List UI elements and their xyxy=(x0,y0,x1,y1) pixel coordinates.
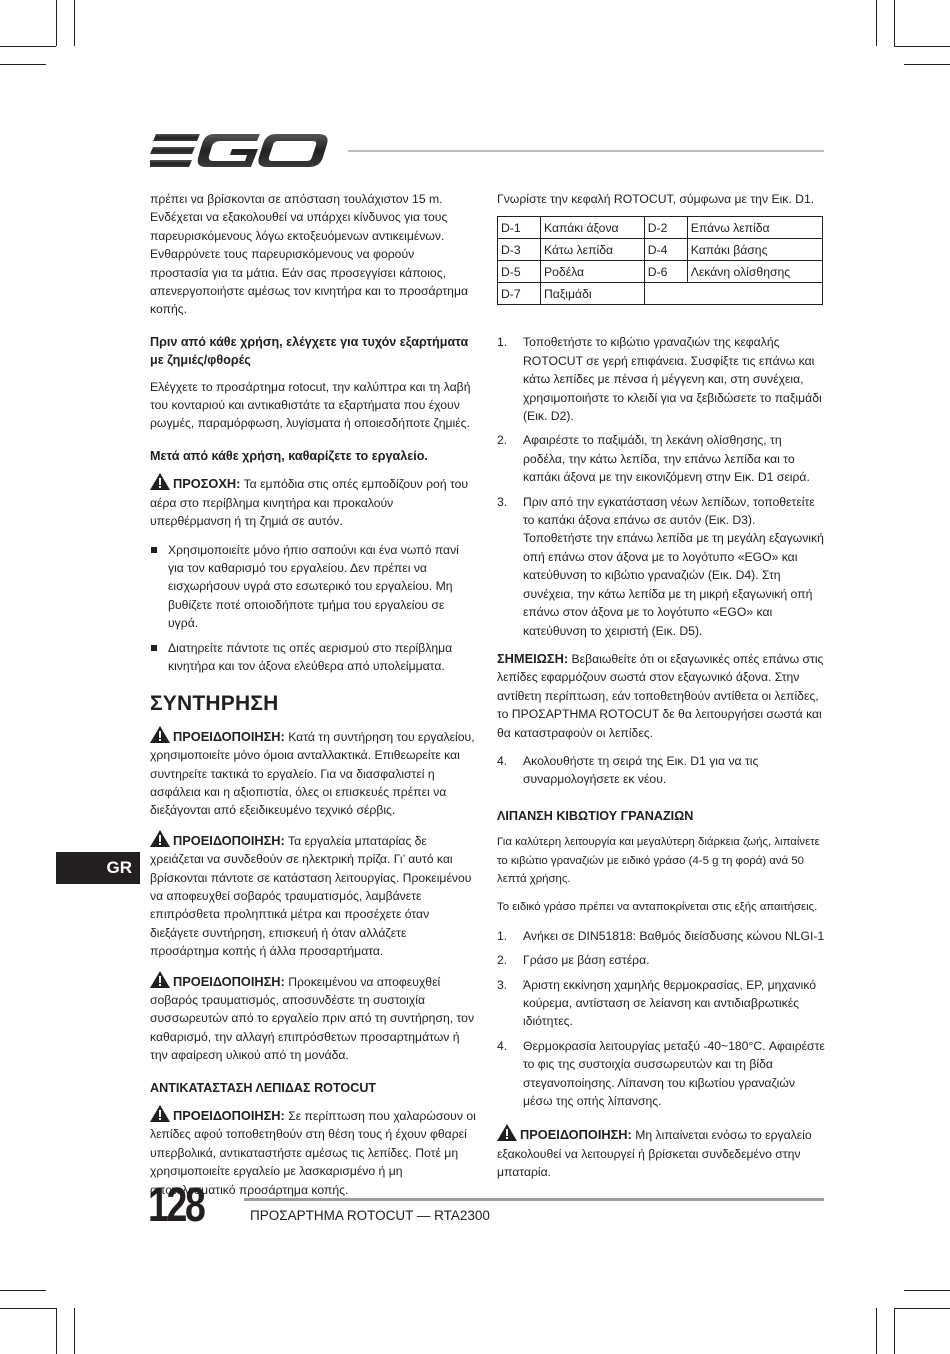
crop-mark xyxy=(894,46,950,47)
crop-mark xyxy=(876,1308,877,1354)
part-name: Επάνω λεπίδα xyxy=(687,217,822,239)
item-number: 1. xyxy=(497,928,508,943)
caution-paragraph xyxy=(150,473,476,530)
item-number: 4. xyxy=(497,1038,508,1053)
language-tab: GR xyxy=(56,852,140,884)
crop-mark xyxy=(56,1308,57,1354)
note-label: ΣΗΜΕΙΩΣΗ: xyxy=(497,650,569,666)
list-item xyxy=(497,431,825,486)
crop-mark xyxy=(0,1290,46,1291)
warning-label: ΠΡΟΕΙΔΟΠΟΙΗΣΗ: xyxy=(173,1108,285,1124)
left-column xyxy=(150,190,476,1209)
crop-mark xyxy=(0,64,46,65)
list-item: Διατηρείτε πάντοτε τις οπές αερισμού στο περίβλημα κινητήρα και τον άξονα ελεύθερα από υπολείμματα. xyxy=(150,639,476,676)
warning-text: Τα εργαλεία μπαταρίας δε χρειάζεται να συνδεθούν σε ηλεκτρική πρίζα. Γι’ αυτό και βρίσκονται πάντοτε σε κατάσταση λειτουργίας. Προκειμένου να αποφευχθεί σοβαρός τραυματισμός, λαμβάνετε επιπρόσθετα προληπτικά μέτρα και προσέχετε όταν διεξάγετε συντήρηση, επισκευή ή όταν αλλάζετε προσάρτημα κοπής ή άλλα προσαρτήματα. xyxy=(150,833,472,959)
list-item xyxy=(497,927,825,945)
part-name: Καπάκι βάσης xyxy=(687,239,822,261)
part-code: D-6 xyxy=(644,261,687,283)
note-text: Βεβαιωθείτε ότι οι εξαγωνικές οπές επάνω στις λεπίδες εφαρμόζουν σωστά στον εξαγωνικό άξονα. Στην αντίθετη περίπτωση, εάν τοποθετηθούν αντίθετα οι λεπίδες, το ΠΡΟΣΑΡΤΗΜΑ ROTOCUT δε θα λειτουργήσει σωστά και θα καταστραφούν οι λεπίδες. xyxy=(497,651,824,740)
warning-triangle-icon xyxy=(150,971,170,988)
part-code: D-7 xyxy=(498,283,541,305)
step-text: Τοποθετήστε το κιβώτιο γραναζιών της κεφαλής ROTOCUT σε γερή επιφάνεια. Συσφίξτε τις επάνω και κάτω λεπίδες με πένσα ή μέγγενη και, στη συνέχεια, χρησιμοποιήστε το κλειδί για να ξεβιδώσετε το παξιμάδι (Εικ. D2). xyxy=(523,335,822,424)
warning-paragraph xyxy=(150,971,476,1065)
list-item xyxy=(497,1037,825,1111)
header-rule xyxy=(348,150,824,152)
part-code: D-1 xyxy=(498,217,541,239)
crop-mark xyxy=(0,1308,56,1309)
part-code: D-2 xyxy=(644,217,687,239)
footer-rule xyxy=(244,1198,824,1201)
warning-text: Κατά τη συντήρηση του εργαλείου, χρησιμοποιείτε μόνο όμοια ανταλλακτικά. Επιθεωρείτε και συντηρείτε τακτικά το εργαλείο. Για να διασφαλιστεί η ασφάλεια και η αξιοπιστία, όλες οι επισκευές πρέπει να διεξάγονται από εξειδικευμένο τεχνικό σέρβις. xyxy=(150,729,475,818)
warning-text: Μη λιπαίνεται ενόσω το εργαλείο εξακολουθεί να λειτουργεί ή βρίσκεται συνδεδεμένο στην μπαταρία. xyxy=(497,1128,812,1180)
item-text: Ανήκει σε DIN51818: Βαθμός διείσδυσης κώνου NLGI-1 xyxy=(523,928,825,943)
list-item: Χρησιμοποιείτε μόνο ήπιο σαπούνι και ένα νωπό πανί για τον καθαρισμό του εργαλείου. Δεν πρέπει να εισχωρήσουν υγρά στο εσωτερικό του εργαλείου. Μη βυθίζετε ποτέ οποιοδήποτε τμήμα του εργαλείου σε υγρά. xyxy=(150,541,476,633)
item-number: 2. xyxy=(497,953,508,968)
part-code: D-5 xyxy=(498,261,541,283)
item-text: Άριστη εκκίνηση χαμηλής θερμοκρασίας, EP, μηχανικό κούρεμα, αντίσταση σε λείανση και αντιδιαβρωτικές ιδιότητες. xyxy=(523,977,817,1029)
list-item xyxy=(497,752,825,789)
crop-mark xyxy=(894,1308,895,1354)
final-warning-paragraph xyxy=(497,1124,825,1181)
warning-text: Σε περίπτωση που χαλαρώσουν οι λεπίδες αφού τοποθετηθούν στη θέση τους ή έχουν φθαρεί υπερβολικά, αντικαταστήστε αμέσως τις λεπίδες. Ποτέ μη χρησιμοποιείτε εργαλείο με λασκαρισμένο ή μη αποτελεσματικό προσάρτημα κοπής. xyxy=(150,1109,476,1197)
empty-cell xyxy=(644,283,822,305)
part-name: Ροδέλα xyxy=(541,261,645,283)
item-number: 3. xyxy=(497,977,508,992)
step-text: Αφαιρέστε το παξιμάδι, τη λεκάνη ολίσθησης, τη ροδέλα, την κάτω λεπίδα, την επάνω λεπίδα και το καπάκι άξονα με την εικονιζόμενη στην Εικ. D1 σειρά. xyxy=(523,433,810,485)
crop-mark xyxy=(74,1308,75,1354)
page-number: 128 xyxy=(148,1179,204,1232)
step-text: Ακολουθήστε τη σειρά της Εικ. D1 για να τις συναρμολογήσετε εκ νέου. xyxy=(523,753,759,787)
item-text: Θερμοκρασία λειτουργίας μεταξύ -40~180°C. Αφαιρέστε το φις της συστοιχία συσσωρευτών και τη βίδα στεγανοποίησης. Λίπανση του κιβωτίου γραναζιών μέσω της οπής λίπανσης. xyxy=(523,1038,825,1109)
crop-mark xyxy=(894,1308,950,1309)
maintenance-heading: ΣΥΝΤΗΡΗΣΗ xyxy=(150,692,279,716)
footer-title: ΠΡΟΣΑΡΤΗΜΑ ROTOCUT — RTA2300 xyxy=(250,1208,490,1223)
crop-mark xyxy=(876,0,877,46)
part-name: Λεκάνη ολίσθησης xyxy=(687,261,822,283)
list-item xyxy=(497,976,825,1031)
right-column xyxy=(497,190,825,1192)
warning-paragraph xyxy=(150,830,476,961)
warning-triangle-icon xyxy=(497,1124,517,1141)
crop-mark xyxy=(894,0,895,46)
warning-label: ΠΡΟΕΙΔΟΠΟΙΗΣΗ: xyxy=(173,832,285,848)
warning-paragraph xyxy=(150,726,476,820)
cleaning-bullet-list xyxy=(150,541,476,676)
caution-text: Τα εμπόδια στις οπές εμποδίζουν ροή του αέρα στο περίβλημα κινητήρα και προκαλούν υπερθέρμανση ή τη ζημιά σε αυτόν. xyxy=(150,477,469,529)
crop-mark xyxy=(74,0,75,46)
intro-paragraph: πρέπει να βρίσκονται σε απόσταση τουλάχιστον 15 m. Ενδέχεται να εξακολουθεί να υπάρχει κίνδυνος για τους παρευρισκόμενους λόγω εκτοξευόμενων αντικειμένων. Ενθαρρύνετε τους παρευρισκόμενους να φορούν προστασία για τα μάτια. Εάν σας προσεγγίσει κάποιος, απενεργοποιήστε αμέσως τον κινητήρα και το προσάρτημα κοπής. xyxy=(150,192,469,317)
part-name: Καπάκι άξονα xyxy=(541,217,645,239)
logo-mark xyxy=(150,134,328,167)
crop-mark xyxy=(56,0,57,46)
note-paragraph xyxy=(497,650,825,742)
part-name: Παξιμάδι xyxy=(541,283,645,305)
warning-label: ΠΡΟΕΙΔΟΠΟΙΗΣΗ: xyxy=(173,728,285,744)
warning-triangle-icon xyxy=(150,726,170,743)
caution-label: ΠΡΟΣΟΧΗ: xyxy=(173,476,241,492)
part-code: D-3 xyxy=(498,239,541,261)
lubrication-paragraph: Για καλύτερη λειτουργία και μεγαλύτερη διάρκεια ζωής, λιπαίνετε το κιβώτιο γραναζιών με ειδικό γράσο (4-5 g τη φορά) ανά 50 λεπτά χρήσης. xyxy=(497,836,820,885)
blade-replacement-heading: ΑΝΤΙΚΑΤΑΣΤΑΣΗ ΛΕΠΙΔΑΣ ROTOCUT xyxy=(150,1080,377,1095)
part-name: Κάτω λεπίδα xyxy=(541,239,645,261)
step-number: 4. xyxy=(497,753,508,768)
part-code: D-4 xyxy=(644,239,687,261)
list-item xyxy=(497,333,825,425)
warning-triangle-icon xyxy=(150,1105,170,1122)
warning-text: Προκειμένου να αποφευχθεί σοβαρός τραυματισμός, αποσυνδέστε τη συστοιχία συσσωρευτών από το εργαλείο πριν από τη συντήρηση, τον καθαρισμό, την αλλαγή επιπρόσθετων προσαρτημάτων ή την αφαίρεση υλικού από τη μονάδα. xyxy=(150,974,475,1063)
blade-steps-list xyxy=(497,333,825,640)
warning-triangle-icon xyxy=(150,830,170,847)
lubrication-heading: ΛΙΠΑΝΣΗ ΚΙΒΩΤΙΟΥ ΓΡΑΝΑΖΙΩΝ xyxy=(497,808,694,823)
crop-mark xyxy=(904,1290,950,1291)
step-text: Πριν από την εγκατάσταση νέων λεπίδων, τοποθετείτε το καπάκι άξονα επάνω σε αυτόν (Εικ. D3). Τοποθετήστε την επάνω λεπίδα με τη μεγάλη εξαγωνική οπή επάνω στον άξονα με το λογότυπο «EGO» και κατεύθυνση το κιβώτιο γραναζιών (Εικ. D4). Στη συνέχεια, την κάτω λεπίδα με τη μικρή εξαγωνική οπή επάνω στον άξονα με το λογότυπο «EGO» και κατεύθυνση το χειριστή (Εικ. D5). xyxy=(523,494,824,638)
grease-requirements-list xyxy=(497,927,825,1111)
warning-label: ΠΡΟΕΙΔΟΠΟΙΗΣΗ: xyxy=(173,973,285,989)
rotocut-intro: Γνωρίστε την κεφαλή ROTOCUT, σύμφωνα με την Εικ. D1. xyxy=(497,192,815,206)
table-row xyxy=(498,217,823,239)
step-number: 3. xyxy=(497,494,508,509)
table-row xyxy=(498,261,823,283)
reassembly-step xyxy=(497,752,825,789)
parts-table xyxy=(497,216,823,305)
after-use-heading: Μετά από κάθε χρήση, καθαρίζετε το εργαλείο. xyxy=(150,448,428,463)
item-text: Γράσο με βάση εστέρα. xyxy=(523,953,650,968)
table-row xyxy=(498,239,823,261)
table-row xyxy=(498,283,823,305)
warning-label: ΠΡΟΕΙΔΟΠΟΙΗΣΗ: xyxy=(520,1127,632,1143)
before-use-paragraph: Ελέγχετε το προσάρτημα rotocut, την καλύπτρα και τη λαβή του κονταριού και αντικαθιστάτε τα εξαρτήματα που έχουν ρωγμές, παραμόρφωση, λυγίσματα ή οποιεσδήποτε ζημιές. xyxy=(150,379,471,431)
list-item xyxy=(497,493,825,640)
crop-mark xyxy=(904,64,950,65)
list-item xyxy=(497,951,825,969)
step-number: 1. xyxy=(497,335,508,350)
crop-mark xyxy=(0,46,56,47)
step-number: 2. xyxy=(497,433,508,448)
before-use-heading: Πριν από κάθε χρήση, ελέγχετε για τυχόν εξαρτήματα με ζημιές/φθορές xyxy=(150,334,469,368)
warning-triangle-icon xyxy=(150,473,170,490)
grease-requirements-intro: Το ειδικό γράσο πρέπει να ανταποκρίνεται στις εξής απαιτήσεις. xyxy=(497,901,818,914)
ego-logo xyxy=(150,130,330,172)
